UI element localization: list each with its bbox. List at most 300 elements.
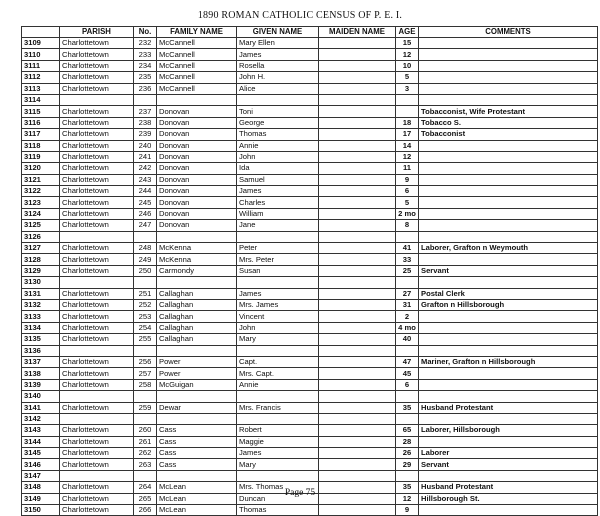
parish-cell: Charlottetown bbox=[60, 106, 134, 117]
family-no-cell: 241 bbox=[134, 151, 157, 162]
given-name-cell: William bbox=[237, 208, 319, 219]
family-name-cell: Dewar bbox=[157, 402, 237, 413]
record-number-cell: 3118 bbox=[22, 140, 60, 151]
comments-cell bbox=[419, 72, 598, 83]
record-number-cell: 3148 bbox=[22, 482, 60, 493]
comments-cell: Mariner, Grafton n Hillsborough bbox=[419, 356, 598, 367]
maiden-name-cell bbox=[319, 117, 396, 128]
family-name-cell: Donovan bbox=[157, 220, 237, 231]
family-no-cell: 240 bbox=[134, 140, 157, 151]
table-row bbox=[22, 140, 598, 151]
given-name-cell: John H. bbox=[237, 72, 319, 83]
table-row bbox=[22, 129, 598, 140]
record-number-cell: 3115 bbox=[22, 106, 60, 117]
table-row bbox=[22, 345, 598, 356]
maiden-name-cell bbox=[319, 277, 396, 288]
record-number-cell: 3129 bbox=[22, 265, 60, 276]
parish-cell: Charlottetown bbox=[60, 197, 134, 208]
family-no-cell: 237 bbox=[134, 106, 157, 117]
maiden-name-cell bbox=[319, 311, 396, 322]
family-name-cell: McCannell bbox=[157, 72, 237, 83]
age-cell: 35 bbox=[396, 402, 419, 413]
table-row bbox=[22, 49, 598, 60]
record-number-cell: 3125 bbox=[22, 220, 60, 231]
maiden-name-cell bbox=[319, 83, 396, 94]
maiden-name-cell bbox=[319, 197, 396, 208]
given-name-cell: John bbox=[237, 151, 319, 162]
age-cell bbox=[396, 470, 419, 481]
age-cell bbox=[396, 391, 419, 402]
age-cell: 6 bbox=[396, 379, 419, 390]
parish-cell: Charlottetown bbox=[60, 493, 134, 504]
table-row bbox=[22, 413, 598, 424]
table-row bbox=[22, 83, 598, 94]
given-name-cell: Ida bbox=[237, 163, 319, 174]
age-cell: 25 bbox=[396, 265, 419, 276]
comments-cell bbox=[419, 391, 598, 402]
table-row bbox=[22, 38, 598, 49]
family-name-cell: Donovan bbox=[157, 186, 237, 197]
maiden-name-cell bbox=[319, 151, 396, 162]
family-name-cell: Cass bbox=[157, 459, 237, 470]
record-number-cell: 3112 bbox=[22, 72, 60, 83]
parish-cell: Charlottetown bbox=[60, 174, 134, 185]
given-name-cell: Mary bbox=[237, 334, 319, 345]
comments-cell: Postal Clerk bbox=[419, 288, 598, 299]
maiden-name-cell bbox=[319, 186, 396, 197]
family-no-cell: 248 bbox=[134, 243, 157, 254]
age-cell: 5 bbox=[396, 72, 419, 83]
family-name-cell: Donovan bbox=[157, 117, 237, 128]
family-no-cell: 261 bbox=[134, 436, 157, 447]
record-number-cell: 3142 bbox=[22, 413, 60, 424]
parish-cell: Charlottetown bbox=[60, 334, 134, 345]
family-no-cell: 263 bbox=[134, 459, 157, 470]
record-number-cell: 3110 bbox=[22, 49, 60, 60]
family-no-cell: 264 bbox=[134, 482, 157, 493]
age-cell: 2 bbox=[396, 311, 419, 322]
age-cell: 18 bbox=[396, 117, 419, 128]
family-name-cell: Callaghan bbox=[157, 311, 237, 322]
maiden-name-cell bbox=[319, 49, 396, 60]
age-cell: 9 bbox=[396, 174, 419, 185]
table-row bbox=[22, 197, 598, 208]
parish-cell: Charlottetown bbox=[60, 49, 134, 60]
family-no-cell: 260 bbox=[134, 425, 157, 436]
table-row bbox=[22, 356, 598, 367]
maiden-name-cell bbox=[319, 140, 396, 151]
given-name-cell bbox=[237, 470, 319, 481]
family-name-cell: McCannell bbox=[157, 60, 237, 71]
maiden-name-cell bbox=[319, 72, 396, 83]
maiden-name-cell bbox=[319, 94, 396, 105]
family-no-cell: 238 bbox=[134, 117, 157, 128]
family-no-cell: 242 bbox=[134, 163, 157, 174]
maiden-name-cell bbox=[319, 448, 396, 459]
table-row bbox=[22, 151, 598, 162]
maiden-name-cell bbox=[319, 505, 396, 516]
table-row bbox=[22, 60, 598, 71]
parish-cell: Charlottetown bbox=[60, 425, 134, 436]
age-cell: 27 bbox=[396, 288, 419, 299]
table-row bbox=[22, 94, 598, 105]
maiden-name-cell bbox=[319, 391, 396, 402]
page-title: 1890 ROMAN CATHOLIC CENSUS OF P. E. I. bbox=[197, 10, 403, 21]
given-name-cell bbox=[237, 413, 319, 424]
parish-cell: Charlottetown bbox=[60, 72, 134, 83]
maiden-name-cell bbox=[319, 106, 396, 117]
given-name-cell bbox=[237, 345, 319, 356]
given-name-cell bbox=[237, 277, 319, 288]
family-name-cell: Callaghan bbox=[157, 299, 237, 310]
family-no-cell: 252 bbox=[134, 299, 157, 310]
age-cell bbox=[396, 277, 419, 288]
given-name-cell: Robert bbox=[237, 425, 319, 436]
given-name-cell: Samuel bbox=[237, 174, 319, 185]
comments-cell: Servant bbox=[419, 265, 598, 276]
family-no-cell bbox=[134, 277, 157, 288]
age-cell: 41 bbox=[396, 243, 419, 254]
family-no-cell: 251 bbox=[134, 288, 157, 299]
family-no-cell: 236 bbox=[134, 83, 157, 94]
comments-cell: Laborer, Hillsborough bbox=[419, 425, 598, 436]
comments-cell bbox=[419, 94, 598, 105]
age-cell: 5 bbox=[396, 197, 419, 208]
parish-cell: Charlottetown bbox=[60, 254, 134, 265]
given-name-cell: James bbox=[237, 288, 319, 299]
parish-cell: Charlottetown bbox=[60, 482, 134, 493]
given-name-cell: Thomas bbox=[237, 129, 319, 140]
record-number-cell: 3147 bbox=[22, 470, 60, 481]
age-cell: 12 bbox=[396, 151, 419, 162]
age-cell: 12 bbox=[396, 493, 419, 504]
maiden-name-cell bbox=[319, 254, 396, 265]
family-no-cell: 244 bbox=[134, 186, 157, 197]
given-name-cell: Annie bbox=[237, 379, 319, 390]
family-name-cell: Donovan bbox=[157, 174, 237, 185]
record-number-cell: 3137 bbox=[22, 356, 60, 367]
table-row bbox=[22, 505, 598, 516]
family-name-cell: Cass bbox=[157, 425, 237, 436]
col-header-no: No. bbox=[134, 27, 157, 38]
maiden-name-cell bbox=[319, 288, 396, 299]
table-row bbox=[22, 220, 598, 231]
col-header-family-name: FAMILY NAME bbox=[157, 27, 237, 38]
given-name-cell: Peter bbox=[237, 243, 319, 254]
family-name-cell: McCannell bbox=[157, 83, 237, 94]
record-number-cell: 3119 bbox=[22, 151, 60, 162]
age-cell: 40 bbox=[396, 334, 419, 345]
parish-cell bbox=[60, 391, 134, 402]
family-name-cell: Donovan bbox=[157, 163, 237, 174]
record-number-cell: 3138 bbox=[22, 368, 60, 379]
maiden-name-cell bbox=[319, 38, 396, 49]
age-cell: 28 bbox=[396, 436, 419, 447]
family-no-cell: 235 bbox=[134, 72, 157, 83]
family-name-cell bbox=[157, 345, 237, 356]
table-row bbox=[22, 311, 598, 322]
record-number-cell: 3117 bbox=[22, 129, 60, 140]
record-number-cell: 3122 bbox=[22, 186, 60, 197]
family-no-cell: 232 bbox=[134, 38, 157, 49]
record-number-cell: 3128 bbox=[22, 254, 60, 265]
age-cell bbox=[396, 231, 419, 242]
given-name-cell bbox=[237, 391, 319, 402]
family-no-cell: 239 bbox=[134, 129, 157, 140]
maiden-name-cell bbox=[319, 163, 396, 174]
parish-cell: Charlottetown bbox=[60, 448, 134, 459]
given-name-cell: Capt. bbox=[237, 356, 319, 367]
family-name-cell: Callaghan bbox=[157, 322, 237, 333]
table-row bbox=[22, 379, 598, 390]
parish-cell bbox=[60, 231, 134, 242]
parish-cell: Charlottetown bbox=[60, 288, 134, 299]
family-no-cell: 257 bbox=[134, 368, 157, 379]
family-name-cell bbox=[157, 391, 237, 402]
comments-cell bbox=[419, 197, 598, 208]
table-row bbox=[22, 106, 598, 117]
comments-cell bbox=[419, 60, 598, 71]
record-number-cell: 3140 bbox=[22, 391, 60, 402]
table-row bbox=[22, 231, 598, 242]
age-cell bbox=[396, 413, 419, 424]
family-name-cell: Donovan bbox=[157, 129, 237, 140]
census-body bbox=[22, 38, 598, 516]
comments-cell: Tobacconist bbox=[419, 129, 598, 140]
header-row bbox=[22, 27, 598, 38]
age-cell bbox=[396, 106, 419, 117]
record-number-cell: 3109 bbox=[22, 38, 60, 49]
maiden-name-cell bbox=[319, 345, 396, 356]
comments-cell bbox=[419, 151, 598, 162]
family-no-cell: 234 bbox=[134, 60, 157, 71]
parish-cell: Charlottetown bbox=[60, 163, 134, 174]
comments-cell bbox=[419, 231, 598, 242]
record-number-cell: 3127 bbox=[22, 243, 60, 254]
parish-cell bbox=[60, 413, 134, 424]
record-number-cell: 3120 bbox=[22, 163, 60, 174]
given-name-cell: John bbox=[237, 322, 319, 333]
maiden-name-cell bbox=[319, 231, 396, 242]
family-name-cell bbox=[157, 231, 237, 242]
table-row bbox=[22, 368, 598, 379]
family-name-cell: McLean bbox=[157, 482, 237, 493]
parish-cell: Charlottetown bbox=[60, 356, 134, 367]
parish-cell: Charlottetown bbox=[60, 505, 134, 516]
maiden-name-cell bbox=[319, 243, 396, 254]
age-cell: 4 mo bbox=[396, 322, 419, 333]
comments-cell bbox=[419, 49, 598, 60]
comments-cell bbox=[419, 208, 598, 219]
maiden-name-cell bbox=[319, 459, 396, 470]
table-row bbox=[22, 402, 598, 413]
record-number-cell: 3141 bbox=[22, 402, 60, 413]
family-no-cell: 262 bbox=[134, 448, 157, 459]
given-name-cell: James bbox=[237, 49, 319, 60]
comments-cell bbox=[419, 379, 598, 390]
comments-cell bbox=[419, 334, 598, 345]
table-row bbox=[22, 470, 598, 481]
record-number-cell: 3146 bbox=[22, 459, 60, 470]
age-cell: 8 bbox=[396, 220, 419, 231]
age-cell: 33 bbox=[396, 254, 419, 265]
comments-cell bbox=[419, 140, 598, 151]
age-cell: 10 bbox=[396, 60, 419, 71]
parish-cell: Charlottetown bbox=[60, 60, 134, 71]
comments-cell: Hillsborough St. bbox=[419, 493, 598, 504]
given-name-cell: Annie bbox=[237, 140, 319, 151]
comments-cell: Grafton n Hillsborough bbox=[419, 299, 598, 310]
given-name-cell: Jane bbox=[237, 220, 319, 231]
family-no-cell: 255 bbox=[134, 334, 157, 345]
age-cell: 31 bbox=[396, 299, 419, 310]
maiden-name-cell bbox=[319, 356, 396, 367]
record-number-cell: 3150 bbox=[22, 505, 60, 516]
comments-cell bbox=[419, 413, 598, 424]
family-name-cell: Donovan bbox=[157, 140, 237, 151]
family-no-cell: 250 bbox=[134, 265, 157, 276]
age-cell: 9 bbox=[396, 505, 419, 516]
age-cell: 45 bbox=[396, 368, 419, 379]
table-row bbox=[22, 299, 598, 310]
maiden-name-cell bbox=[319, 470, 396, 481]
parish-cell: Charlottetown bbox=[60, 436, 134, 447]
table-row bbox=[22, 436, 598, 447]
given-name-cell: Mrs. Peter bbox=[237, 254, 319, 265]
parish-cell: Charlottetown bbox=[60, 299, 134, 310]
age-cell: 14 bbox=[396, 140, 419, 151]
age-cell: 65 bbox=[396, 425, 419, 436]
age-cell bbox=[396, 94, 419, 105]
record-number-cell: 3131 bbox=[22, 288, 60, 299]
given-name-cell: Vincent bbox=[237, 311, 319, 322]
family-name-cell bbox=[157, 277, 237, 288]
given-name-cell bbox=[237, 94, 319, 105]
record-number-cell: 3149 bbox=[22, 493, 60, 504]
maiden-name-cell bbox=[319, 334, 396, 345]
table-row bbox=[22, 186, 598, 197]
col-header-maiden-name: MAIDEN NAME bbox=[319, 27, 396, 38]
family-no-cell: 253 bbox=[134, 311, 157, 322]
family-name-cell: McCannell bbox=[157, 38, 237, 49]
table-row bbox=[22, 174, 598, 185]
maiden-name-cell bbox=[319, 220, 396, 231]
age-cell: 29 bbox=[396, 459, 419, 470]
comments-cell bbox=[419, 254, 598, 265]
table-row bbox=[22, 208, 598, 219]
given-name-cell: Charles bbox=[237, 197, 319, 208]
comments-cell bbox=[419, 311, 598, 322]
record-number-cell: 3134 bbox=[22, 322, 60, 333]
record-number-cell: 3143 bbox=[22, 425, 60, 436]
record-number-cell: 3114 bbox=[22, 94, 60, 105]
family-name-cell: Power bbox=[157, 368, 237, 379]
family-name-cell: Callaghan bbox=[157, 334, 237, 345]
given-name-cell: Mrs. Francis bbox=[237, 402, 319, 413]
table-row bbox=[22, 163, 598, 174]
age-cell bbox=[396, 345, 419, 356]
comments-cell: Husband Protestant bbox=[419, 402, 598, 413]
maiden-name-cell bbox=[319, 436, 396, 447]
comments-cell: Tobacco S. bbox=[419, 117, 598, 128]
record-number-cell: 3116 bbox=[22, 117, 60, 128]
maiden-name-cell bbox=[319, 413, 396, 424]
table-row bbox=[22, 322, 598, 333]
parish-cell: Charlottetown bbox=[60, 117, 134, 128]
age-cell: 47 bbox=[396, 356, 419, 367]
comments-cell bbox=[419, 505, 598, 516]
record-number-cell: 3132 bbox=[22, 299, 60, 310]
table-row bbox=[22, 425, 598, 436]
parish-cell: Charlottetown bbox=[60, 83, 134, 94]
family-name-cell: McGuigan bbox=[157, 379, 237, 390]
given-name-cell: Mrs. Thomas bbox=[237, 482, 319, 493]
parish-cell: Charlottetown bbox=[60, 151, 134, 162]
table-row bbox=[22, 391, 598, 402]
family-name-cell: McLean bbox=[157, 505, 237, 516]
age-cell: 17 bbox=[396, 129, 419, 140]
maiden-name-cell bbox=[319, 368, 396, 379]
record-number-cell: 3144 bbox=[22, 436, 60, 447]
given-name-cell: Thomas bbox=[237, 505, 319, 516]
table-row bbox=[22, 72, 598, 83]
parish-cell: Charlottetown bbox=[60, 379, 134, 390]
comments-cell: Servant bbox=[419, 459, 598, 470]
family-no-cell bbox=[134, 345, 157, 356]
given-name-cell: James bbox=[237, 186, 319, 197]
family-name-cell bbox=[157, 470, 237, 481]
comments-cell bbox=[419, 38, 598, 49]
record-number-cell: 3133 bbox=[22, 311, 60, 322]
comments-cell: Tobacconist, Wife Protestant bbox=[419, 106, 598, 117]
family-no-cell: 266 bbox=[134, 505, 157, 516]
parish-cell: Charlottetown bbox=[60, 311, 134, 322]
maiden-name-cell bbox=[319, 174, 396, 185]
table-row bbox=[22, 334, 598, 345]
maiden-name-cell bbox=[319, 379, 396, 390]
maiden-name-cell bbox=[319, 402, 396, 413]
family-no-cell: 256 bbox=[134, 356, 157, 367]
family-name-cell: Carmondy bbox=[157, 265, 237, 276]
col-header-parish: PARISH bbox=[60, 27, 134, 38]
record-number-cell: 3126 bbox=[22, 231, 60, 242]
family-name-cell: McKenna bbox=[157, 243, 237, 254]
parish-cell: Charlottetown bbox=[60, 186, 134, 197]
family-no-cell bbox=[134, 413, 157, 424]
given-name-cell: Mary bbox=[237, 459, 319, 470]
given-name-cell: Mrs. James bbox=[237, 299, 319, 310]
given-name-cell: Alice bbox=[237, 83, 319, 94]
table-row bbox=[22, 117, 598, 128]
family-name-cell: McCannell bbox=[157, 49, 237, 60]
age-cell: 35 bbox=[396, 482, 419, 493]
col-header-given-name: GIVEN NAME bbox=[237, 27, 319, 38]
family-no-cell bbox=[134, 391, 157, 402]
maiden-name-cell bbox=[319, 265, 396, 276]
family-no-cell: 233 bbox=[134, 49, 157, 60]
age-cell: 26 bbox=[396, 448, 419, 459]
parish-cell: Charlottetown bbox=[60, 243, 134, 254]
census-table bbox=[21, 26, 598, 516]
family-name-cell: Donovan bbox=[157, 208, 237, 219]
family-name-cell: Donovan bbox=[157, 197, 237, 208]
comments-cell bbox=[419, 174, 598, 185]
maiden-name-cell bbox=[319, 208, 396, 219]
parish-cell: Charlottetown bbox=[60, 129, 134, 140]
family-name-cell: Donovan bbox=[157, 106, 237, 117]
record-number-cell: 3135 bbox=[22, 334, 60, 345]
family-name-cell: Donovan bbox=[157, 151, 237, 162]
